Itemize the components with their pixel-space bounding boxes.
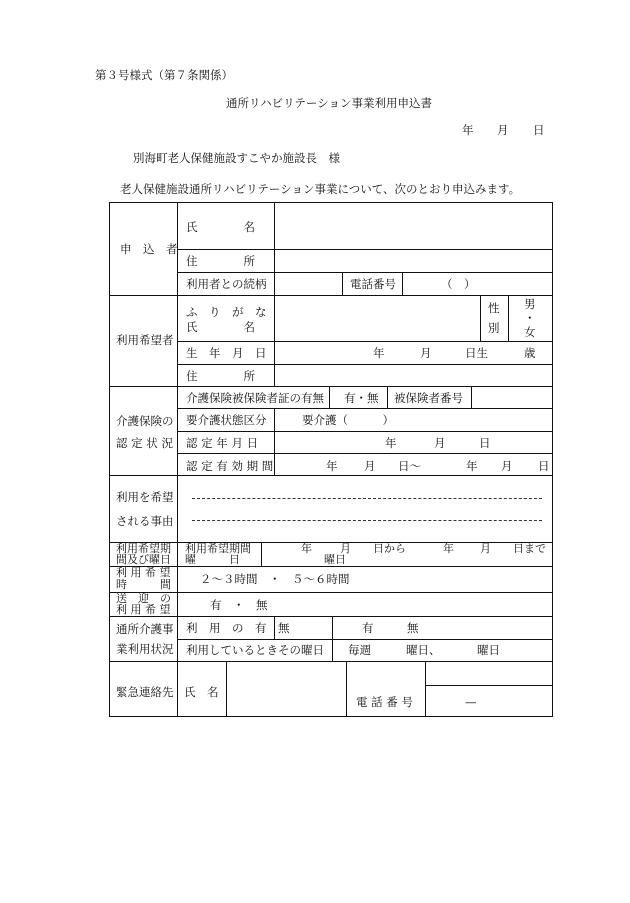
period-year-to: 年 <box>443 542 454 555</box>
addressee: 別海町老人保健施設すこやか施設長 様 <box>133 151 340 165</box>
divider <box>177 639 552 640</box>
divider <box>425 661 426 716</box>
applicant-relation-label: 利用者との続柄 <box>186 277 267 291</box>
divider <box>177 364 552 365</box>
insurance-card-label: 介護保険被保険者証の有無 <box>186 391 324 405</box>
divider <box>332 616 333 639</box>
valid-from-year: 年 <box>326 459 338 473</box>
emergency-section-label: 緊急連絡先 <box>116 685 174 699</box>
divider <box>425 685 552 686</box>
daycare-label: 業利用状況 <box>116 642 174 656</box>
divider <box>480 295 481 341</box>
valid-period-label: 認 定 有 効 期 間 <box>186 459 274 473</box>
divider <box>177 431 552 432</box>
divider <box>177 453 552 454</box>
hours-label: 時 間 <box>116 578 171 591</box>
date-year: 年 <box>462 123 474 137</box>
reason-line <box>192 520 542 521</box>
daycare-every-week: 毎週 <box>348 643 371 657</box>
period-month-to: 月 <box>480 542 491 555</box>
divider <box>261 542 262 566</box>
divider <box>342 272 343 295</box>
valid-to-month: 月 <box>501 459 513 473</box>
document-title: 通所リハビリテーション事業利用申込書 <box>226 96 432 110</box>
insured-number-label: 被保険者番号 <box>394 391 463 405</box>
emergency-name-label: 氏 名 <box>184 685 219 699</box>
user-sex-female: 女 <box>524 325 536 339</box>
divider <box>274 203 275 295</box>
period-year-from: 年 <box>301 542 312 555</box>
divider <box>332 639 333 661</box>
hours-options: ２〜３時間 ・ ５〜６時間 <box>200 572 350 586</box>
insurance-section-label: 介護保険の <box>116 414 174 428</box>
user-name-label: 氏 名 <box>186 320 255 334</box>
transport-label: 送 迎 の <box>116 592 171 605</box>
divider <box>471 386 472 408</box>
divider <box>177 249 552 250</box>
daycare-usage-yes: 有 <box>362 621 374 635</box>
emergency-phone-label: 電 話 番 号 <box>356 695 413 709</box>
user-address-label: 住 所 <box>186 369 255 383</box>
application-form <box>109 202 553 717</box>
insurance-section-label: 認 定 状 況 <box>116 436 173 450</box>
daycare-usage-label: 利 用 の 有 無 <box>186 621 290 635</box>
cert-date-label: 認 定 年 月 日 <box>186 436 259 450</box>
divider <box>177 203 178 661</box>
applicant-phone-label: 電話番号 <box>350 277 396 291</box>
divider <box>177 408 552 409</box>
transport-label: 利 用 希 望 <box>116 603 171 616</box>
applicant-phone-paren: （ ） <box>441 277 476 291</box>
divider <box>177 661 178 716</box>
transport-options: 有 ・ 無 <box>210 598 268 612</box>
user-birth-month: 月 <box>420 346 432 360</box>
period-month-from: 月 <box>340 542 351 555</box>
user-sex-male: 男 <box>524 297 536 311</box>
user-sex-label: 性 <box>488 301 500 315</box>
applicant-address-label: 住 所 <box>186 254 255 268</box>
cert-date-month: 月 <box>434 436 446 450</box>
period-weekday: 曜日 <box>324 553 346 566</box>
user-birth-age: 歳 <box>524 346 536 360</box>
divider <box>274 295 275 386</box>
daycare-day-label: 利用しているときその曜日 <box>186 643 324 657</box>
reason-label: 利用を希望 <box>116 490 174 504</box>
valid-to-day: 日 <box>538 459 550 473</box>
divider <box>329 386 330 408</box>
period-label: 利用希望期 <box>116 542 171 555</box>
user-birth-day: 日生 <box>465 346 488 360</box>
period-label: 間及び曜日 <box>116 553 171 566</box>
user-furigana-label: ふ り が な <box>186 305 267 319</box>
cert-date-year: 年 <box>385 436 397 450</box>
divider <box>346 661 347 716</box>
divider <box>274 408 275 475</box>
period-until: 日まで <box>513 542 546 555</box>
daycare-label: 通所介護事 <box>116 622 174 636</box>
reason-label: される事由 <box>116 514 174 528</box>
daycare-day-2: 曜日 <box>477 643 500 657</box>
divider <box>226 661 227 716</box>
user-sex-dot: ・ <box>524 311 536 325</box>
reason-line <box>192 498 542 499</box>
user-birth-year: 年 <box>373 346 385 360</box>
period-sub-label: 曜 日 <box>185 553 240 566</box>
care-level-value: 要介護（ ） <box>302 413 394 427</box>
divider <box>402 272 403 295</box>
user-birth-label: 生 年 月 日 <box>186 346 267 360</box>
applicant-section-label: 申 込 者 <box>120 242 178 256</box>
divider <box>508 295 509 341</box>
divider <box>387 386 388 408</box>
hours-label: 利 用 希 望 <box>116 566 171 579</box>
applicant-name-label: 氏 名 <box>186 220 255 234</box>
divider <box>177 341 552 342</box>
daycare-usage-no: 無 <box>407 621 419 635</box>
care-level-label: 要介護状態区分 <box>186 413 267 427</box>
valid-to-year: 年 <box>466 459 478 473</box>
daycare-day-1: 曜日、 <box>406 643 441 657</box>
emergency-phone-dash: — <box>465 695 477 709</box>
user-section-label: 利用希望者 <box>116 333 174 347</box>
period-from: 日から <box>373 542 406 555</box>
insurance-card-value: 有・無 <box>344 391 379 405</box>
intro-text: 老人保健施設通所リハビリテーション事業について、次のとおり申込みます。 <box>120 182 521 196</box>
period-sub-label: 利用希望期間 <box>185 542 251 555</box>
form-number: 第３号様式（第７条関係） <box>95 68 233 82</box>
valid-from-day: 日〜 <box>398 459 421 473</box>
user-sex-label: 別 <box>488 321 500 335</box>
valid-from-month: 月 <box>364 459 376 473</box>
date-day: 日 <box>533 123 545 137</box>
divider <box>177 272 552 273</box>
cert-date-day: 日 <box>479 436 491 450</box>
date-month: 月 <box>497 123 509 137</box>
